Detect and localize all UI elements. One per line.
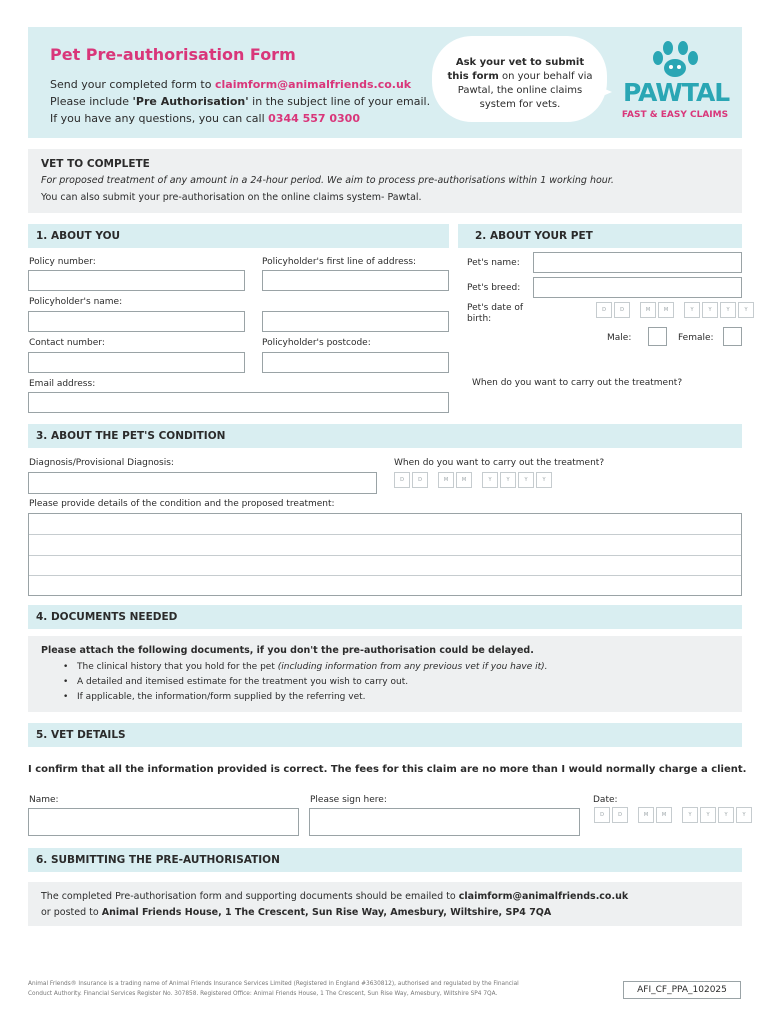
pet-breed-label: Pet's breed: xyxy=(467,283,521,293)
list-item: • The clinical history that you hold for the pet (including information from any previous vet if you have it). xyxy=(41,662,741,672)
bubble-tail xyxy=(598,86,612,98)
pet-name-label: Pet's name: xyxy=(467,258,520,268)
policy-number-input[interactable] xyxy=(28,270,245,291)
male-label: Male: xyxy=(607,333,632,343)
address-label: Policyholder's first line of address: xyxy=(262,257,417,267)
date-cell[interactable]: Y xyxy=(720,302,736,318)
contact-number-input[interactable] xyxy=(28,352,245,373)
email-label: Email address: xyxy=(29,379,96,389)
date-cell[interactable]: Y xyxy=(718,807,734,823)
section-documents-header: 4. DOCUMENTS NEEDED xyxy=(28,605,742,629)
submitting-line-2: or posted to Animal Friends House, 1 The Crescent, Sun Rise Way, Amesbury, Wiltshire, SP4 7QA xyxy=(41,907,552,918)
male-checkbox[interactable] xyxy=(648,327,667,346)
confirm-statement: I confirm that all the information provided is correct. The fees for this claim are no more than I would normally charge a client. xyxy=(28,764,747,775)
header-line-3: If you have any questions, you can call 0344 557 0300 xyxy=(50,112,360,125)
pet-breed-input[interactable] xyxy=(533,277,742,298)
logo-tagline: FAST & EASY CLAIMS xyxy=(621,110,729,120)
date-cell[interactable]: Y xyxy=(682,807,698,823)
date-cell[interactable]: Y xyxy=(684,302,700,318)
section-about-you-header: 1. ABOUT YOU xyxy=(28,224,449,248)
pawtal-logo xyxy=(620,38,730,126)
list-item: • A detailed and itemised estimate for the treatment you wish to carry out. xyxy=(41,677,741,687)
vet-name-label: Name: xyxy=(29,795,59,805)
section-condition-header: 3. ABOUT THE PET'S CONDITION xyxy=(28,424,742,448)
email-input[interactable] xyxy=(28,392,449,413)
submit-email-link[interactable]: claimform@animalfriends.co.uk xyxy=(458,891,629,902)
details-line xyxy=(29,555,741,556)
signature-input[interactable] xyxy=(309,808,580,836)
condition-details-label: Please provide details of the condition and the proposed treatment: xyxy=(29,499,335,509)
date-cell[interactable]: D xyxy=(614,302,630,318)
date-cell[interactable]: Y xyxy=(518,472,534,488)
form-title: Pet Pre-authorisation Form xyxy=(50,45,296,64)
contact-number-label: Contact number: xyxy=(29,338,105,348)
condition-treatment-when-label: When do you want to carry out the treatment? xyxy=(394,458,605,468)
postcode-label: Policyholder's postcode: xyxy=(262,338,371,348)
pet-treatment-when-label: When do you want to carry out the treatment? xyxy=(472,378,683,388)
female-checkbox[interactable] xyxy=(723,327,742,346)
footer-legal: Animal Friends® Insurance is a trading name of Animal Friends Insurance Services Limited (Registered in England #3630812), authorised and regulated by the Financial Conduct Authority. Financial Services Register No. 307858. Registered Office: Animal Friends House, 1 The Crescent, Sun Rise Way, Amesbury, Wiltshire SP4 7QA. xyxy=(28,981,519,997)
pet-dob-label: Pet's date of birth: xyxy=(467,303,524,324)
bubble-text: Ask your vet to submit this form on your behalf via Pawtal, the online claims system for vets. xyxy=(447,57,593,110)
date-cell[interactable]: M xyxy=(658,302,674,318)
logo-wordmark: PAWTAL xyxy=(623,78,730,107)
vet-complete-title: VET TO COMPLETE xyxy=(41,158,150,170)
vet-complete-italic: For proposed treatment of any amount in a 24-hour period. We aim to process pre-authorisations within 1 working hour. xyxy=(41,175,614,186)
female-label: Female: xyxy=(678,333,714,343)
vet-name-input[interactable] xyxy=(28,808,299,836)
postcode-input[interactable] xyxy=(262,352,449,373)
date-cell[interactable]: Y xyxy=(536,472,552,488)
details-line xyxy=(29,575,741,576)
condition-details-textarea[interactable] xyxy=(28,513,742,596)
documents-intro: Please attach the following documents, if you don't the pre-authorisation could be delayed. xyxy=(41,645,534,656)
date-cell[interactable]: Y xyxy=(500,472,516,488)
header-line-1: Send your completed form to claimform@animalfriends.co.uk xyxy=(50,78,412,91)
address-line-2-input[interactable] xyxy=(262,311,449,332)
date-cell[interactable]: Y xyxy=(738,302,754,318)
vet-complete-line: You can also submit your pre-authorisation on the online claims system- Pawtal. xyxy=(41,192,422,203)
header-email-link[interactable]: claimform@animalfriends.co.uk xyxy=(214,78,412,91)
list-item: • If applicable, the information/form supplied by the referring vet. xyxy=(41,692,741,702)
section-submitting-header: 6. SUBMITTING THE PRE-AUTHORISATION xyxy=(28,848,742,872)
date-cell[interactable]: Y xyxy=(736,807,752,823)
pet-dob-date-input[interactable] xyxy=(596,302,754,318)
date-cell[interactable]: M xyxy=(640,302,656,318)
signature-label: Please sign here: xyxy=(310,795,387,805)
diagnosis-input[interactable] xyxy=(28,472,377,494)
date-cell[interactable]: D xyxy=(412,472,428,488)
date-cell[interactable]: Y xyxy=(482,472,498,488)
policyholder-name-input[interactable] xyxy=(28,311,245,332)
date-cell[interactable]: D xyxy=(594,807,610,823)
documents-list xyxy=(41,662,741,707)
policy-number-label: Policy number: xyxy=(29,257,96,267)
policyholder-name-label: Policyholder's name: xyxy=(29,297,123,307)
vet-date-input[interactable] xyxy=(594,807,752,823)
pet-name-input[interactable] xyxy=(533,252,742,273)
date-cell[interactable]: D xyxy=(394,472,410,488)
form-code: AFI_CF_PPA_102025 xyxy=(623,981,741,999)
date-cell[interactable]: M xyxy=(438,472,454,488)
header-line-2: Please include 'Pre Authorisation' in the subject line of your email. xyxy=(50,95,431,108)
phone-number[interactable]: 0344 557 0300 xyxy=(268,112,360,125)
date-label: Date: xyxy=(593,795,618,805)
address-input[interactable] xyxy=(262,270,449,291)
section-about-pet-header: 2. ABOUT YOUR PET xyxy=(458,224,742,248)
details-line xyxy=(29,534,741,535)
submitting-box xyxy=(28,882,742,926)
diagnosis-label: Diagnosis/Provisional Diagnosis: xyxy=(29,458,174,468)
section-vet-details-header: 5. VET DETAILS xyxy=(28,723,742,747)
date-cell[interactable]: M xyxy=(638,807,654,823)
date-cell[interactable]: M xyxy=(456,472,472,488)
date-cell[interactable]: D xyxy=(612,807,628,823)
date-cell[interactable]: Y xyxy=(702,302,718,318)
date-cell[interactable]: M xyxy=(656,807,672,823)
submitting-line-1: The completed Pre-authorisation form and supporting documents should be emailed to claimform@animalfriends.co.uk xyxy=(41,891,629,902)
date-cell[interactable]: D xyxy=(596,302,612,318)
date-cell[interactable]: Y xyxy=(700,807,716,823)
treatment-date-input[interactable] xyxy=(394,472,552,488)
